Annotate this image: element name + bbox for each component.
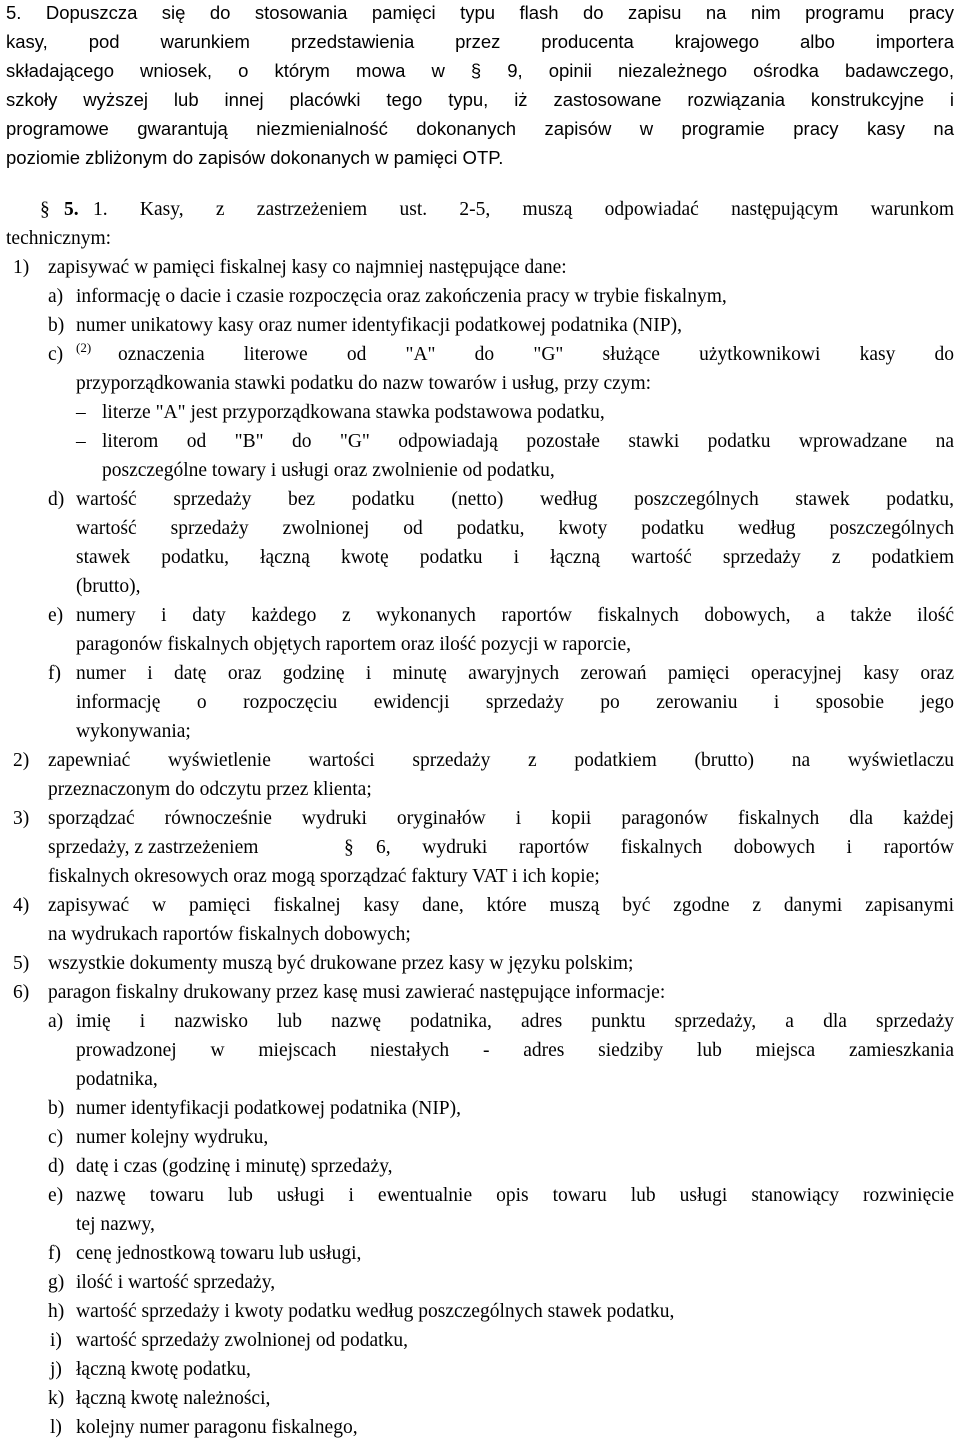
item-text: stawek podatku, łączną kwotę podatku i łączną wartość sprzedaży z podatkiem	[76, 547, 954, 568]
item-text: kolejny numer paragonu fiskalnego,	[76, 1417, 358, 1438]
item-text: wartość sprzedaży i kwoty podatku według poszczególnych stawek podatku,	[76, 1301, 675, 1322]
item-text: łączną kwotę podatku,	[76, 1359, 251, 1380]
text-line: składającego wniosek, o którym mowa w § 9, opinii niezależnego ośrodka badawczego,	[6, 60, 954, 81]
item-label: c)	[48, 1127, 64, 1148]
text-line: kasy, pod warunkiem przedstawienia przez producenta krajowego albo importera	[6, 31, 954, 52]
item-label: 6)	[13, 982, 30, 1003]
section-symbol: §	[40, 199, 50, 220]
item-label: a)	[48, 286, 64, 307]
item-text: wartość sprzedaży bez podatku (netto) według poszczególnych stawek podatku,	[76, 489, 954, 510]
item-text: literom od "B" do "G" odpowiadają pozostałe stawki podatku wprowadzane na	[102, 431, 954, 452]
item-label: b)	[48, 315, 65, 336]
section-number: 5.	[64, 199, 79, 220]
item-label: h)	[48, 1301, 65, 1322]
item-text: numer unikatowy kasy oraz numer identyfikacji podatkowej podatnika (NIP),	[76, 315, 682, 336]
item-text: wykonywania;	[76, 721, 191, 742]
item-text: wartość sprzedaży zwolnionej od podatku,	[76, 1330, 408, 1351]
item-text: łączną kwotę należności,	[76, 1388, 271, 1409]
item-label: b)	[48, 1098, 65, 1119]
item-label: f)	[48, 1243, 61, 1264]
item-text: numer kolejny wydruku,	[76, 1127, 269, 1148]
item-text: wszystkie dokumenty muszą być drukowane przez kasy w języku polskim;	[48, 953, 634, 974]
item-text: 6, wydruki raportów fiskalnych dobowych i raportów	[376, 837, 954, 858]
item-label: 4)	[13, 895, 30, 916]
item-text: poszczególne towary i usługi oraz zwolnienie od podatku,	[102, 460, 555, 481]
item-text: oznaczenia literowe od "A" do "G" służące użytkownikowi kasy do	[118, 344, 954, 365]
dash-bullet: –	[76, 402, 86, 423]
item-text: wartość sprzedaży zwolnionej od podatku, kwoty podatku według poszczególnych	[76, 518, 954, 539]
item-label: j)	[50, 1359, 62, 1380]
dash-bullet: –	[76, 431, 86, 452]
item-label: d)	[48, 1156, 65, 1177]
item-text: przeznaczonym do odczytu przez klienta;	[48, 779, 372, 800]
item-text: cenę jednostkową towaru lub usługi,	[76, 1243, 362, 1264]
text-line: technicznym:	[6, 228, 112, 249]
item-text: prowadzonej w miejscach niestałych - adres siedziby lub miejsca zamieszkania	[76, 1040, 954, 1061]
item-label: e)	[48, 1185, 64, 1206]
item-label: i)	[50, 1330, 62, 1351]
item-text: tej nazwy,	[76, 1214, 155, 1235]
item-label: f)	[48, 663, 61, 684]
item-text: datę i czas (godzinę i minutę) sprzedaży,	[76, 1156, 393, 1177]
item-text: na wydrukach raportów fiskalnych dobowych;	[48, 924, 411, 945]
item-text: numer identyfikacji podatkowej podatnika (NIP),	[76, 1098, 462, 1119]
item-text: literze "A" jest przyporządkowana stawka podstawowa podatku,	[102, 402, 605, 423]
item-label: 5)	[13, 953, 30, 974]
text-line: poziomie zbliżonym do zapisów dokonanych w pamięci OTP.	[6, 147, 504, 168]
item-text: sprzedaży, z zastrzeżeniem	[48, 837, 259, 858]
item-text: przyporządkowania stawki podatku do nazw towarów i usług, przy czym:	[76, 373, 652, 394]
item-text: nazwę towaru lub usługi i ewentualnie opis towaru lub usługi stanowiący rozwinięcie	[76, 1185, 954, 1206]
item-text: podatnika,	[76, 1069, 158, 1090]
item-text: numery i daty każdego z wykonanych raportów fiskalnych dobowych, a także ilość	[76, 605, 954, 626]
text-line: szkoły wyższej lub innej placówki tego typu, iż zastosowane rozwiązania konstrukcyjne i	[6, 89, 954, 110]
item-label: 1)	[13, 257, 30, 278]
text-line: 5. Dopuszcza się do stosowania pamięci typu flash do zapisu na nim programu pracy	[6, 2, 954, 23]
item-text: zapewniać wyświetlenie wartości sprzedaży z podatkiem (brutto) na wyświetlaczu	[48, 750, 954, 771]
item-label: 2)	[13, 750, 30, 771]
item-text: (brutto),	[76, 576, 141, 597]
item-label: 3)	[13, 808, 30, 829]
item-label: e)	[48, 605, 64, 626]
footnote-marker: (2)	[76, 340, 92, 355]
item-label: a)	[48, 1011, 64, 1032]
item-text: sporządzać równocześnie wydruki oryginałów i kopii paragonów fiskalnych dla każdej	[48, 808, 954, 829]
item-text: zapisywać w pamięci fiskalnej kasy co najmniej następujące dane:	[48, 257, 567, 278]
item-text: paragon fiskalny drukowany przez kasę musi zawierać następujące informacje:	[48, 982, 666, 1003]
item-text: zapisywać w pamięci fiskalnej kasy dane, które muszą być zgodne z danymi zapisanymi	[48, 895, 954, 916]
text-line: 1. Kasy, z zastrzeżeniem ust. 2-5, muszą odpowiadać następującym warunkom	[93, 199, 954, 220]
item-text: informację o rozpoczęciu ewidencji sprzedaży po zerowaniu i sposobie jego	[76, 692, 954, 713]
item-label: d)	[48, 489, 65, 510]
item-text: numer i datę oraz godzinę i minutę awaryjnych zerowań pamięci operacyjnej kasy oraz	[76, 663, 954, 684]
item-text: paragonów fiskalnych objętych raportem oraz ilość pozycji w raporcie,	[76, 634, 631, 655]
item-label: k)	[48, 1388, 65, 1409]
section-symbol: §	[344, 837, 354, 858]
item-text: fiskalnych okresowych oraz mogą sporządzać faktury VAT i ich kopie;	[48, 866, 600, 887]
item-text: imię i nazwisko lub nazwę podatnika, adres punktu sprzedaży, a dla sprzedaży	[76, 1011, 954, 1032]
item-label: c)	[48, 344, 64, 365]
item-text: ilość i wartość sprzedaży,	[76, 1272, 276, 1293]
item-label: g)	[48, 1272, 65, 1293]
item-text: informację o dacie i czasie rozpoczęcia oraz zakończenia pracy w trybie fiskalnym,	[76, 286, 727, 307]
item-label: l)	[50, 1417, 62, 1438]
text-line: programowe gwarantują niezmienialność dokonanych zapisów w programie pracy kasy na	[6, 118, 954, 139]
